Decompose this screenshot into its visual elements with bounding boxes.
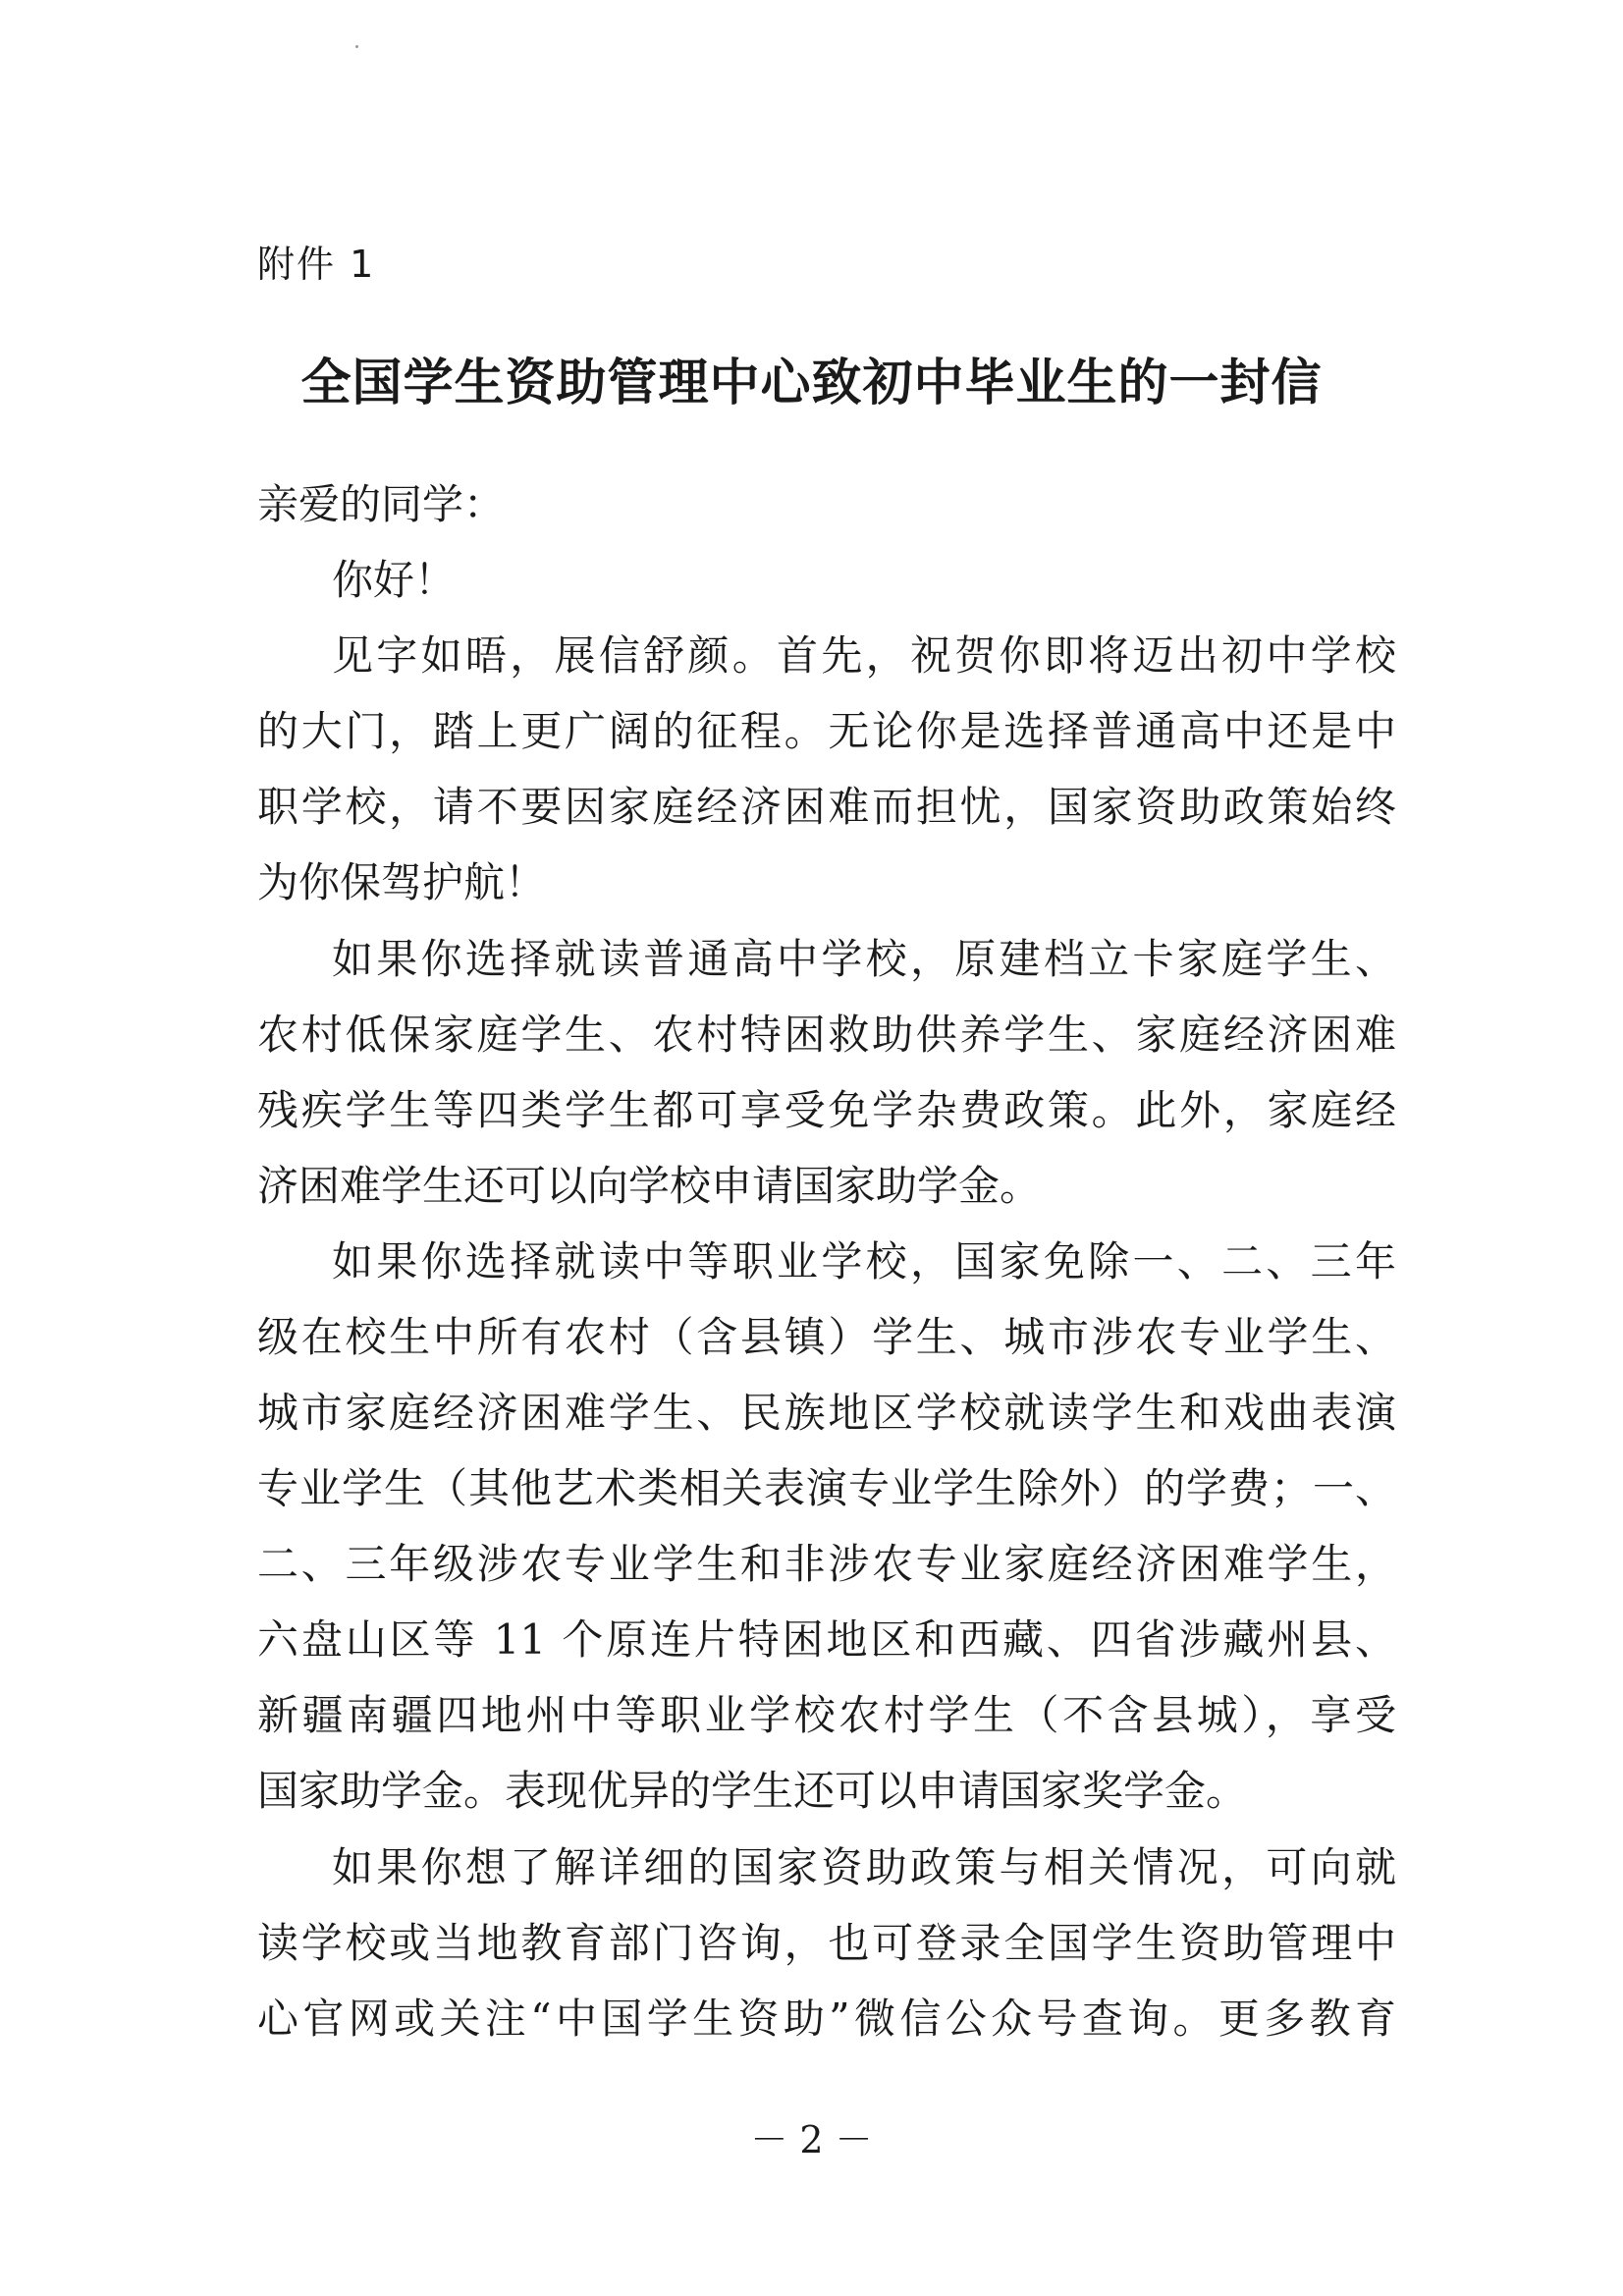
paragraph-line: 农村低保家庭学生、农村特困救助供养学生、家庭经济困难 [257,1011,1396,1059]
paragraph-line: 读学校或当地教育部门咨询，也可登录全国学生资助管理中 [257,1919,1396,1967]
greeting: 你好！ [332,556,457,604]
document-title: 全国学生资助管理中心致初中毕业生的一封信 [300,355,1323,412]
paragraph-line: 新疆南疆四地州中等职业学校农村学生（不含县城），享受 [257,1691,1396,1739]
page-number: － 2 － [750,2118,873,2161]
paragraph-line: 城市家庭经济困难学生、民族地区学校就读学生和戏曲表演 [257,1389,1396,1437]
paragraph-line: 六盘山区等 11 个原连片特困地区和西藏、四省涉藏州县、 [257,1615,1396,1664]
paragraph-line: 的大门，踏上更广阔的征程。无论你是选择普通高中还是中 [257,707,1396,755]
paragraph-line: 专业学生（其他艺术类相关表演专业学生除外）的学费；一、 [257,1464,1396,1512]
paragraph-line: 二、三年级涉农专业学生和非涉农专业家庭经济困难学生， [257,1540,1396,1588]
paragraph-line: 济困难学生还可以向学校申请国家助学金。 [257,1162,1042,1210]
paragraph-line: 如果你选择就读普通高中学校，原建档立卡家庭学生、 [332,935,1396,983]
paragraph-line: 见字如晤，展信舒颜。首先，祝贺你即将迈出初中学校 [332,631,1396,680]
paragraph-line: 心官网或关注“中国学生资助”微信公众号查询。更多教育 [257,1995,1396,2043]
paragraph-line: 如果你想了解详细的国家资助政策与相关情况，可向就 [332,1843,1396,1891]
paragraph-line: 如果你选择就读中等职业学校，国家免除一、二、三年 [332,1237,1396,1285]
paragraph-line: 为你保驾护航！ [257,858,547,906]
paragraph-line: 职学校，请不要因家庭经济困难而担忧，国家资助政策始终 [257,783,1396,831]
salutation: 亲爱的同学： [257,480,506,528]
paragraph-line: 国家助学金。表现优异的学生还可以申请国家奖学金。 [257,1767,1248,1815]
attachment-label: 附件 1 [257,243,376,286]
scan-speck [355,45,358,48]
paragraph-line: 残疾学生等四类学生都可享受免学杂费政策。此外，家庭经 [257,1086,1396,1134]
paragraph-line: 级在校生中所有农村（含县镇）学生、城市涉农专业学生、 [257,1313,1396,1361]
